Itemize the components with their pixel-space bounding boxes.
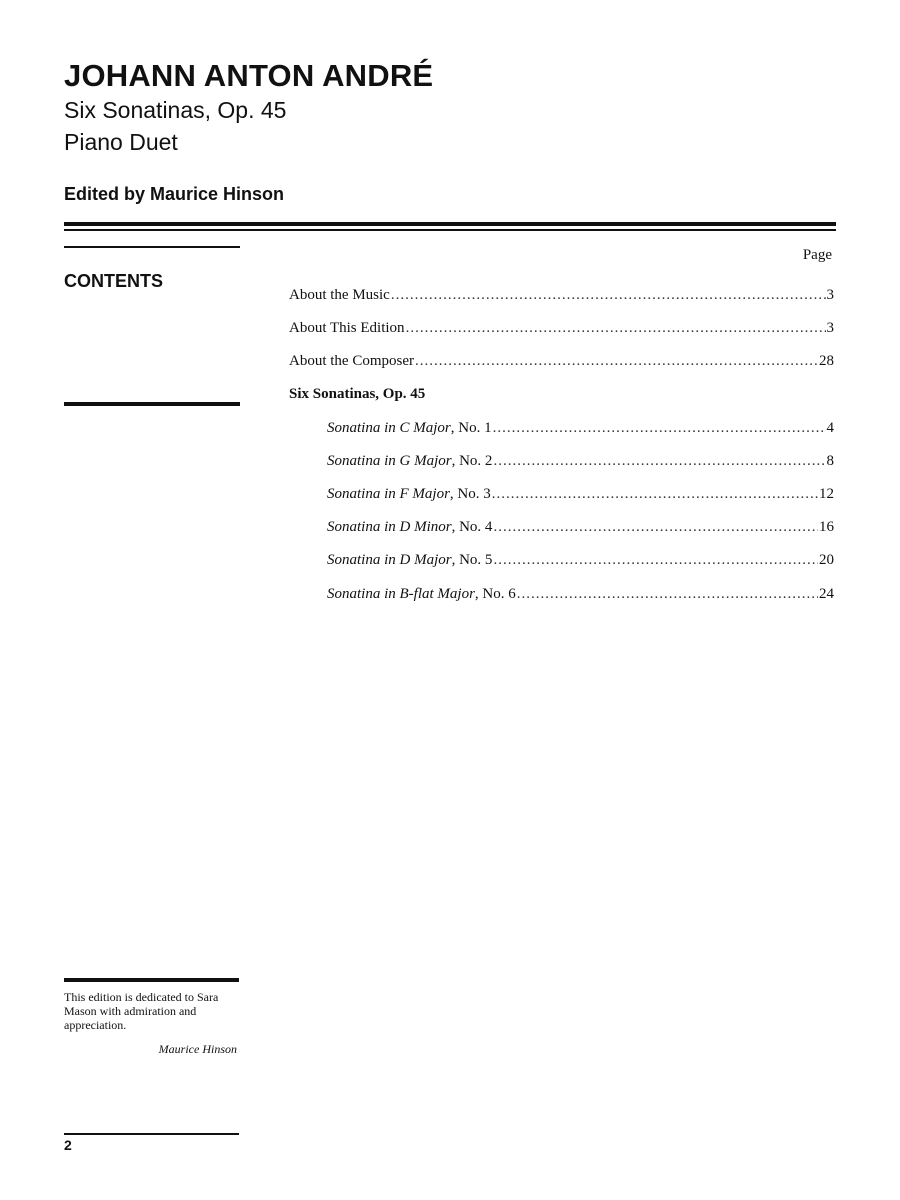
toc-leader-dots [391,285,826,305]
work-title: Six Sonatinas, Op. 45 [64,97,287,123]
toc-entry-page: 3 [826,287,834,303]
toc-sonatina-entry[interactable] [327,517,834,537]
toc-leader-dots [406,318,826,338]
toc-entry[interactable] [289,318,834,338]
toc-entry-label: About the Music [289,287,390,303]
sonatina-number: , No. 3 [449,486,491,502]
toc-leader-dots [415,351,818,371]
toc-entry-page: 28 [819,353,834,369]
sonatina-title: Sonatina in F Major [327,486,450,502]
toc-sonatina-entry[interactable] [327,550,834,570]
toc-leader-dots [493,418,826,438]
sonatina-number: , No. 2 [451,453,493,469]
sonatina-number: , No. 4 [451,519,493,535]
toc-sonatina-entry[interactable] [327,418,834,438]
toc-entry-page: 8 [826,453,834,469]
page-number: 2 [64,1137,72,1153]
toc-entry[interactable] [289,285,834,305]
toc-entry[interactable] [289,351,834,371]
toc-entry-page: 16 [819,519,834,535]
dedication-signature: Maurice Hinson [158,1042,237,1056]
toc-section-heading: Six Sonatinas, Op. 45 [289,386,426,402]
toc-leader-dots [493,550,818,570]
page-column-label: Page [802,247,832,263]
work-subtitle: Piano Duet [64,129,178,155]
toc-sonatina-entry[interactable] [327,584,834,604]
toc-sonatina-entry[interactable] [327,451,834,471]
sonatina-number: , No. 5 [451,552,493,568]
editor-credit: Edited by Maurice Hinson [64,184,285,204]
sonatina-title: Sonatina in G Major [327,453,452,469]
toc-entry-page: 20 [819,552,834,568]
sonatina-title: Sonatina in D Major [327,552,452,568]
sonatina-title: Sonatina in D Minor [327,519,452,535]
header-rule-thick [64,222,836,226]
sonatina-number: , No. 6 [474,586,516,602]
toc-leader-dots [492,484,818,504]
dedication-rule [64,978,239,982]
toc-entry-page: 4 [826,420,834,436]
contents-top-rule [64,246,240,248]
toc-leader-dots [493,451,825,471]
sonatina-title: Sonatina in B-flat Major [327,586,475,602]
toc-entry-page: 3 [826,320,834,336]
contents-bottom-rule [64,402,240,406]
dedication-text: This edition is dedicated to Sara Mason with admiration and appreciation. [64,990,219,1032]
toc-leader-dots [493,517,818,537]
sonatina-title: Sonatina in C Major [327,420,451,436]
contents-heading: CONTENTS [64,271,163,291]
toc-leader-dots [517,584,818,604]
toc-entry-page: 12 [819,486,834,502]
header-rule-thin [64,229,836,231]
toc-entry-label: About the Composer [289,353,414,369]
toc-entry-page: 24 [819,586,834,602]
toc-sonatina-entry[interactable] [327,484,834,504]
footer-rule [64,1133,239,1135]
sonatina-number: , No. 1 [450,420,492,436]
toc-entry-label: About This Edition [289,320,405,336]
composer-name: JOHANN ANTON ANDRÉ [64,58,434,93]
